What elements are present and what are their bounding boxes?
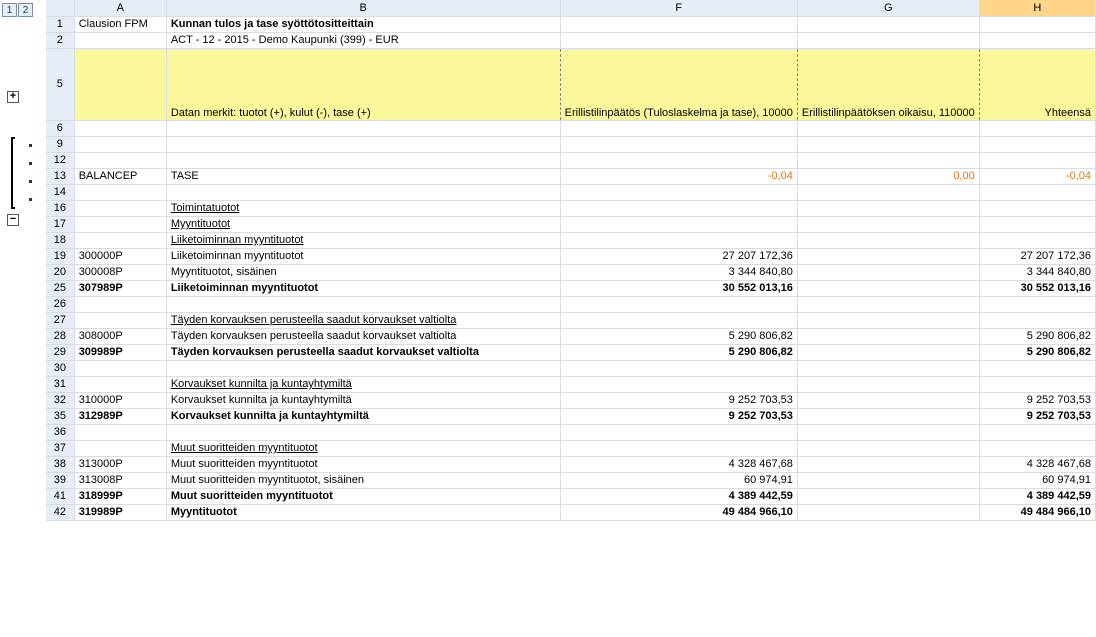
table-row — [46, 328, 1096, 344]
cell-f[interactable]: 3 344 840,80 — [560, 264, 797, 280]
row-header[interactable]: 6 — [46, 120, 74, 136]
row-header[interactable]: 16 — [46, 200, 74, 216]
cell-h[interactable] — [979, 184, 1095, 200]
table-row — [46, 120, 1096, 136]
cell-b[interactable]: Täyden korvauksen perusteella saadut korvaukset valtiolta — [166, 312, 560, 328]
table-row — [46, 408, 1096, 424]
cell-b[interactable]: Kunnan tulos ja tase syöttötositteittain — [166, 16, 560, 32]
cell-h[interactable] — [979, 424, 1095, 440]
outline-level-2-button[interactable]: 2 — [18, 3, 33, 17]
table-row — [46, 376, 1096, 392]
cell-h[interactable]: 3 344 840,80 — [979, 264, 1095, 280]
row-header[interactable]: 39 — [46, 472, 74, 488]
cell-g[interactable] — [797, 456, 979, 472]
row-header[interactable]: 37 — [46, 440, 74, 456]
cell-b[interactable]: Täyden korvauksen perusteella saadut korvaukset valtiolta — [166, 328, 560, 344]
cell-b[interactable] — [166, 184, 560, 200]
cell-h[interactable]: 49 484 966,10 — [979, 504, 1095, 520]
table-row — [46, 424, 1096, 440]
row-header[interactable]: 19 — [46, 248, 74, 264]
cell-a[interactable] — [74, 48, 166, 120]
table-row — [46, 136, 1096, 152]
table-row — [46, 312, 1096, 328]
cell-f[interactable]: 9 252 703,53 — [560, 392, 797, 408]
cell-f[interactable] — [560, 152, 797, 168]
cell-f[interactable] — [560, 184, 797, 200]
table-row — [46, 360, 1096, 376]
table-row — [46, 264, 1096, 280]
cell-g[interactable] — [797, 32, 979, 48]
cell-g[interactable]: 0,00 — [797, 168, 979, 184]
cell-b[interactable]: TASE — [166, 168, 560, 184]
table-row — [46, 344, 1096, 360]
cell-b[interactable]: Korvaukset kunnilta ja kuntayhtymiltä — [166, 376, 560, 392]
outline-dot — [29, 162, 32, 165]
spreadsheet-body — [46, 16, 1096, 520]
cell-a[interactable]: 307989P — [74, 280, 166, 296]
cell-a[interactable] — [74, 232, 166, 248]
group-bracket — [11, 137, 15, 209]
cell-a[interactable]: 313008P — [74, 472, 166, 488]
table-row — [46, 232, 1096, 248]
cell-b[interactable]: Myyntituotot, sisäinen — [166, 264, 560, 280]
cell-b[interactable]: Korvaukset kunnilta ja kuntayhtymiltä — [166, 392, 560, 408]
row-header[interactable]: 9 — [46, 136, 74, 152]
cell-g[interactable] — [797, 328, 979, 344]
cell-b[interactable] — [166, 296, 560, 312]
cell-h[interactable] — [979, 440, 1095, 456]
table-row — [46, 296, 1096, 312]
cell-a[interactable] — [74, 360, 166, 376]
cell-h[interactable]: 9 252 703,53 — [979, 392, 1095, 408]
cell-a[interactable]: BALANCEP — [74, 168, 166, 184]
cell-g[interactable] — [797, 264, 979, 280]
cell-f[interactable]: 4 389 442,59 — [560, 488, 797, 504]
table-row — [46, 152, 1096, 168]
row-header[interactable]: 38 — [46, 456, 74, 472]
row-header[interactable]: 2 — [46, 32, 74, 48]
cell-h[interactable]: 5 290 806,82 — [979, 344, 1095, 360]
cell-h[interactable] — [979, 32, 1095, 48]
collapse-group-button[interactable]: − — [7, 214, 19, 226]
cell-h[interactable] — [979, 312, 1095, 328]
cell-a[interactable] — [74, 296, 166, 312]
spreadsheet-grid[interactable] — [46, 0, 1096, 521]
cell-h[interactable] — [979, 136, 1095, 152]
cell-f[interactable]: 27 207 172,36 — [560, 248, 797, 264]
cell-a[interactable]: 309989P — [74, 344, 166, 360]
table-row — [46, 488, 1096, 504]
cell-f[interactable] — [560, 120, 797, 136]
cell-g[interactable] — [797, 440, 979, 456]
outline-pane — [0, 0, 46, 637]
row-header[interactable]: 25 — [46, 280, 74, 296]
table-row — [46, 200, 1096, 216]
row-header[interactable]: 17 — [46, 216, 74, 232]
cell-g[interactable] — [797, 16, 979, 32]
cell-a[interactable]: Clausion FPM — [74, 16, 166, 32]
cell-f[interactable]: 49 484 966,10 — [560, 504, 797, 520]
cell-h[interactable]: 9 252 703,53 — [979, 408, 1095, 424]
cell-a[interactable] — [74, 424, 166, 440]
cell-h[interactable] — [979, 152, 1095, 168]
table-row — [46, 504, 1096, 520]
cell-b[interactable]: Myyntituotot — [166, 504, 560, 520]
row-header[interactable]: 5 — [46, 48, 74, 120]
table-row — [46, 456, 1096, 472]
cell-f[interactable] — [560, 200, 797, 216]
cell-f[interactable]: 5 290 806,82 — [560, 344, 797, 360]
row-header[interactable]: 27 — [46, 312, 74, 328]
cell-f[interactable]: 9 252 703,53 — [560, 408, 797, 424]
outline-dot — [29, 144, 32, 147]
cell-f[interactable]: 5 290 806,82 — [560, 328, 797, 344]
cell-h[interactable]: 4 328 467,68 — [979, 456, 1095, 472]
cell-a[interactable]: 312989P — [74, 408, 166, 424]
cell-h[interactable] — [979, 16, 1095, 32]
cell-g[interactable] — [797, 296, 979, 312]
cell-g[interactable] — [797, 136, 979, 152]
row-header[interactable]: 31 — [46, 376, 74, 392]
cell-b[interactable]: Liiketoiminnan myyntituotot — [166, 232, 560, 248]
cell-g[interactable] — [797, 232, 979, 248]
cell-a[interactable] — [74, 200, 166, 216]
cell-g[interactable]: Erillistilinpäätöksen oikaisu, 110000 — [797, 48, 979, 120]
cell-b[interactable]: Muut suoritteiden myyntituotot — [166, 488, 560, 504]
cell-g[interactable] — [797, 344, 979, 360]
cell-f[interactable]: 4 328 467,68 — [560, 456, 797, 472]
cell-f[interactable]: -0,04 — [560, 168, 797, 184]
cell-b[interactable] — [166, 360, 560, 376]
cell-a[interactable]: 300008P — [74, 264, 166, 280]
column-header-row — [46, 0, 1096, 16]
row-header[interactable]: 28 — [46, 328, 74, 344]
cell-f[interactable] — [560, 136, 797, 152]
cell-g[interactable] — [797, 504, 979, 520]
cell-h[interactable]: Yhteensä — [979, 48, 1095, 120]
cell-g[interactable] — [797, 248, 979, 264]
cell-a[interactable]: 300000P — [74, 248, 166, 264]
row-header[interactable]: 42 — [46, 504, 74, 520]
row-header[interactable]: 30 — [46, 360, 74, 376]
cell-g[interactable] — [797, 184, 979, 200]
table-row — [46, 248, 1096, 264]
cell-g[interactable] — [797, 488, 979, 504]
cell-a[interactable] — [74, 376, 166, 392]
cell-g[interactable] — [797, 408, 979, 424]
cell-f[interactable]: 60 974,91 — [560, 472, 797, 488]
row-header[interactable]: 29 — [46, 344, 74, 360]
cell-a[interactable] — [74, 440, 166, 456]
cell-g[interactable] — [797, 424, 979, 440]
cell-h[interactable]: 27 207 172,36 — [979, 248, 1095, 264]
row-header[interactable]: 20 — [46, 264, 74, 280]
row-header[interactable]: 14 — [46, 184, 74, 200]
cell-a[interactable] — [74, 120, 166, 136]
cell-a[interactable]: 313000P — [74, 456, 166, 472]
cell-a[interactable] — [74, 32, 166, 48]
cell-g[interactable] — [797, 312, 979, 328]
row-header[interactable]: 12 — [46, 152, 74, 168]
table-row — [46, 168, 1096, 184]
cell-g[interactable] — [797, 360, 979, 376]
column-header-g[interactable]: G — [797, 0, 979, 16]
cell-a[interactable] — [74, 136, 166, 152]
cell-b[interactable] — [166, 424, 560, 440]
cell-a[interactable] — [74, 312, 166, 328]
cell-g[interactable] — [797, 200, 979, 216]
cell-f[interactable]: 30 552 013,16 — [560, 280, 797, 296]
cell-h[interactable]: 4 389 442,59 — [979, 488, 1095, 504]
row-header[interactable]: 26 — [46, 296, 74, 312]
cell-a[interactable]: 310000P — [74, 392, 166, 408]
row-header[interactable]: 32 — [46, 392, 74, 408]
outline-level-buttons — [2, 3, 33, 17]
column-header-b[interactable]: B — [166, 0, 560, 16]
cell-a[interactable]: 318999P — [74, 488, 166, 504]
cell-b[interactable]: Toimintatuotot — [166, 200, 560, 216]
outline-dot — [29, 180, 32, 183]
cell-g[interactable] — [797, 376, 979, 392]
cell-a[interactable] — [74, 184, 166, 200]
cell-b[interactable]: Muut suoritteiden myyntituotot — [166, 456, 560, 472]
cell-f[interactable] — [560, 440, 797, 456]
cell-b[interactable]: Liiketoiminnan myyntituotot — [166, 248, 560, 264]
table-row — [46, 440, 1096, 456]
cell-f[interactable] — [560, 312, 797, 328]
cell-b[interactable]: Datan merkit: tuotot (+), kulut (-), tase (+) — [166, 48, 560, 120]
cell-a[interactable]: 319989P — [74, 504, 166, 520]
cell-g[interactable] — [797, 120, 979, 136]
table-row — [46, 184, 1096, 200]
cell-h[interactable]: -0,04 — [979, 168, 1095, 184]
cell-f[interactable] — [560, 32, 797, 48]
cell-f[interactable]: Erillistilinpäätös (Tuloslaskelma ja tase), 10000 — [560, 48, 797, 120]
column-header-h[interactable]: H — [979, 0, 1095, 16]
column-header-f[interactable]: F — [560, 0, 797, 16]
cell-h[interactable]: 5 290 806,82 — [979, 328, 1095, 344]
cell-f[interactable] — [560, 296, 797, 312]
table-row — [46, 48, 1096, 120]
column-header-a[interactable]: A — [74, 0, 166, 16]
table-row — [46, 216, 1096, 232]
cell-b[interactable]: Muut suoritteiden myyntituotot, sisäinen — [166, 472, 560, 488]
cell-g[interactable] — [797, 216, 979, 232]
table-row — [46, 392, 1096, 408]
cell-g[interactable] — [797, 152, 979, 168]
cell-h[interactable] — [979, 232, 1095, 248]
cell-g[interactable] — [797, 280, 979, 296]
cell-b[interactable] — [166, 136, 560, 152]
cell-g[interactable] — [797, 392, 979, 408]
outline-level-1-button[interactable]: 1 — [2, 3, 17, 17]
cell-b[interactable]: Liiketoiminnan myyntituotot — [166, 280, 560, 296]
row-header[interactable]: 13 — [46, 168, 74, 184]
cell-b[interactable]: Täyden korvauksen perusteella saadut korvaukset valtiolta — [166, 344, 560, 360]
row-header[interactable]: 1 — [46, 16, 74, 32]
table-row — [46, 16, 1096, 32]
cell-a[interactable] — [74, 152, 166, 168]
cell-f[interactable] — [560, 216, 797, 232]
cell-f[interactable] — [560, 360, 797, 376]
cell-g[interactable] — [797, 472, 979, 488]
cell-b[interactable]: Muut suoritteiden myyntituotot — [166, 440, 560, 456]
table-row — [46, 280, 1096, 296]
cell-h[interactable] — [979, 376, 1095, 392]
cell-b[interactable] — [166, 152, 560, 168]
cell-h[interactable]: 30 552 013,16 — [979, 280, 1095, 296]
cell-a[interactable] — [74, 216, 166, 232]
cell-f[interactable] — [560, 424, 797, 440]
row-header[interactable]: 18 — [46, 232, 74, 248]
cell-a[interactable]: 308000P — [74, 328, 166, 344]
expand-group-button[interactable]: + — [7, 91, 19, 103]
cell-h[interactable] — [979, 360, 1095, 376]
cell-b[interactable]: Korvaukset kunnilta ja kuntayhtymiltä — [166, 408, 560, 424]
table-row — [46, 32, 1096, 48]
cell-h[interactable] — [979, 216, 1095, 232]
row-header[interactable]: 36 — [46, 424, 74, 440]
cell-b[interactable] — [166, 120, 560, 136]
row-header[interactable]: 35 — [46, 408, 74, 424]
outline-dot — [29, 198, 32, 201]
table-row — [46, 472, 1096, 488]
cell-b[interactable]: Myyntituotot — [166, 216, 560, 232]
cell-f[interactable] — [560, 376, 797, 392]
cell-b[interactable]: ACT - 12 - 2015 - Demo Kaupunki (399) - EUR — [166, 32, 560, 48]
select-all-corner[interactable] — [46, 0, 74, 16]
cell-h[interactable] — [979, 200, 1095, 216]
cell-f[interactable] — [560, 232, 797, 248]
cell-h[interactable]: 60 974,91 — [979, 472, 1095, 488]
cell-h[interactable] — [979, 296, 1095, 312]
cell-f[interactable] — [560, 16, 797, 32]
row-header[interactable]: 41 — [46, 488, 74, 504]
cell-h[interactable] — [979, 120, 1095, 136]
